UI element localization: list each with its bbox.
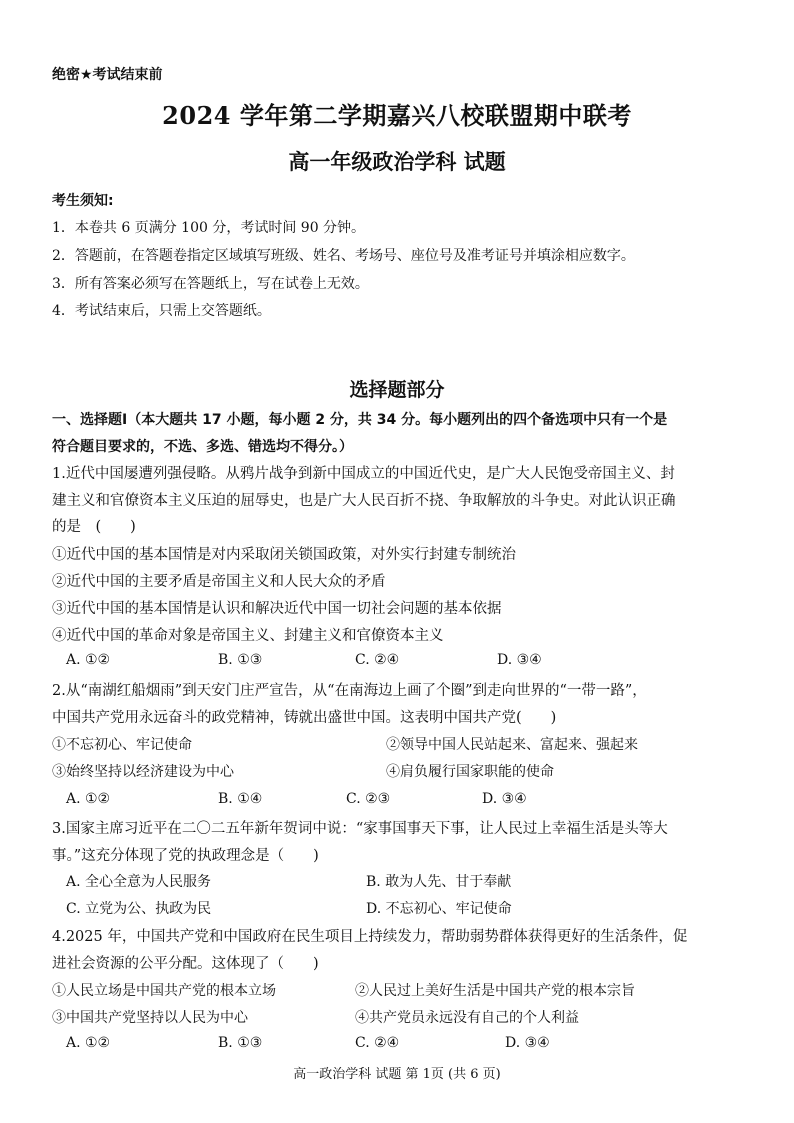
question-1-item: ③近代中国的基本国情是认识和解决近代中国一切社会问题的基本依据 [52, 601, 502, 617]
notes-heading: 考生须知: [52, 193, 114, 209]
question-1-option-c: C. ②④ [355, 652, 400, 668]
question-1-stem: 1.近代中国屡遭列强侵略。从鸦片战争到新中国成立的中国近代史，是广大人民饱受帝国主义、封 [52, 466, 675, 482]
question-4-item: ②人民过上美好生活是中国共产党的根本宗旨 [355, 983, 635, 999]
question-1-item: ②近代中国的主要矛盾是帝国主义和人民大众的矛盾 [52, 574, 386, 590]
question-4-option-c: C. ②④ [355, 1035, 400, 1051]
question-1-option-d: D. ③④ [497, 652, 542, 668]
exam-subtitle: 高一年级政治学科 试题 [288, 149, 506, 174]
question-4-stem: 进社会资源的公平分配。这体现了（ ) [52, 956, 319, 972]
question-1-option-a: A. ①② [66, 652, 111, 668]
question-1-option-b: B. ①③ [218, 652, 263, 668]
question-1-stem: 建主义和官僚资本主义压迫的屈辱史，也是广大人民百折不挠、争取解放的斗争史。对此认识正确 [52, 493, 676, 509]
question-3-option-c: C. 立党为公、执政为民 [66, 901, 212, 917]
question-4-item: ④共产党员永远没有自己的个人利益 [355, 1010, 579, 1026]
question-1-item: ①近代中国的基本国情是对内采取闭关锁国政策，对外实行封建专制统治 [52, 547, 516, 563]
question-3-option-a: A. 全心全意为人民服务 [66, 874, 212, 890]
secret-mark: 绝密★考试结束前 [52, 67, 163, 83]
question-4-option-d: D. ③④ [505, 1035, 550, 1051]
question-2-option-a: A. ①② [66, 791, 111, 807]
note-item: 3．所有答案必须写在答题纸上，写在试卷上无效。 [52, 276, 369, 292]
question-3-option-d: D. 不忘初心、牢记使命 [366, 901, 512, 917]
page-footer: 高一政治学科 试题 第 1页 (共 6 页) [293, 1067, 501, 1082]
note-item: 4．考试结束后，只需上交答题纸。 [52, 303, 271, 319]
question-2-stem: 2.从“南湖红船烟雨”到天安门庄严宣告，从“在南海边上画了个圈”到走向世界的“一带一路”， [52, 683, 647, 699]
question-4-stem: 4.2025 年，中国共产党和中国政府在民生项目上持续发力，帮助弱势群体获得更好的生活条件，促 [52, 929, 688, 945]
note-item: 1．本卷共 6 页满分 100 分，考试时间 90 分钟。 [52, 220, 366, 236]
question-2-option-b: B. ①④ [218, 791, 263, 807]
question-1-stem: 的是 ( ) [52, 519, 136, 535]
question-2-option-d: D. ③④ [482, 791, 527, 807]
section-instruction: 符合题目要求的，不选、多选、错选均不得分。） [52, 439, 353, 455]
question-4-item: ①人民立场是中国共产党的根本立场 [52, 983, 276, 999]
section-instruction: 一、选择题Ⅰ（本大题共 17 小题，每小题 2 分，共 34 分。每小题列出的四个备选项中只有一个是 [52, 412, 668, 428]
question-3-stem: 3.国家主席习近平在二〇二五年新年贺词中说：“家事国事天下事，让人民过上幸福生活是头等大 [52, 821, 668, 837]
question-2-item: ②领导中国人民站起来、富起来、强起来 [386, 737, 638, 753]
question-4-option-a: A. ①② [66, 1035, 111, 1051]
question-2-stem: 中国共产党用永远奋斗的政党精神，铸就出盛世中国。这表明中国共产党( ) [52, 710, 557, 726]
question-2-item: ④肩负履行国家职能的使命 [386, 764, 554, 780]
question-2-option-c: C. ②③ [346, 791, 391, 807]
question-2-item: ①不忘初心、牢记使命 [52, 737, 192, 753]
question-1-item: ④近代中国的革命对象是帝国主义、封建主义和官僚资本主义 [52, 628, 444, 644]
question-3-stem: 事。”这充分体现了党的执政理念是（ ) [52, 848, 319, 864]
section-title: 选择题部分 [349, 379, 445, 401]
note-item: 2．答题前，在答题卷指定区域填写班级、姓名、考场号、座位号及准考证号并填涂相应数字。 [52, 248, 635, 264]
question-4-option-b: B. ①③ [218, 1035, 263, 1051]
question-2-item: ③始终坚持以经济建设为中心 [52, 764, 234, 780]
question-4-item: ③中国共产党坚持以人民为中心 [52, 1010, 248, 1026]
exam-title: 2024 学年第二学期嘉兴八校联盟期中联考 [162, 101, 632, 130]
question-3-option-b: B. 敢为人先、甘于奉献 [366, 874, 512, 890]
